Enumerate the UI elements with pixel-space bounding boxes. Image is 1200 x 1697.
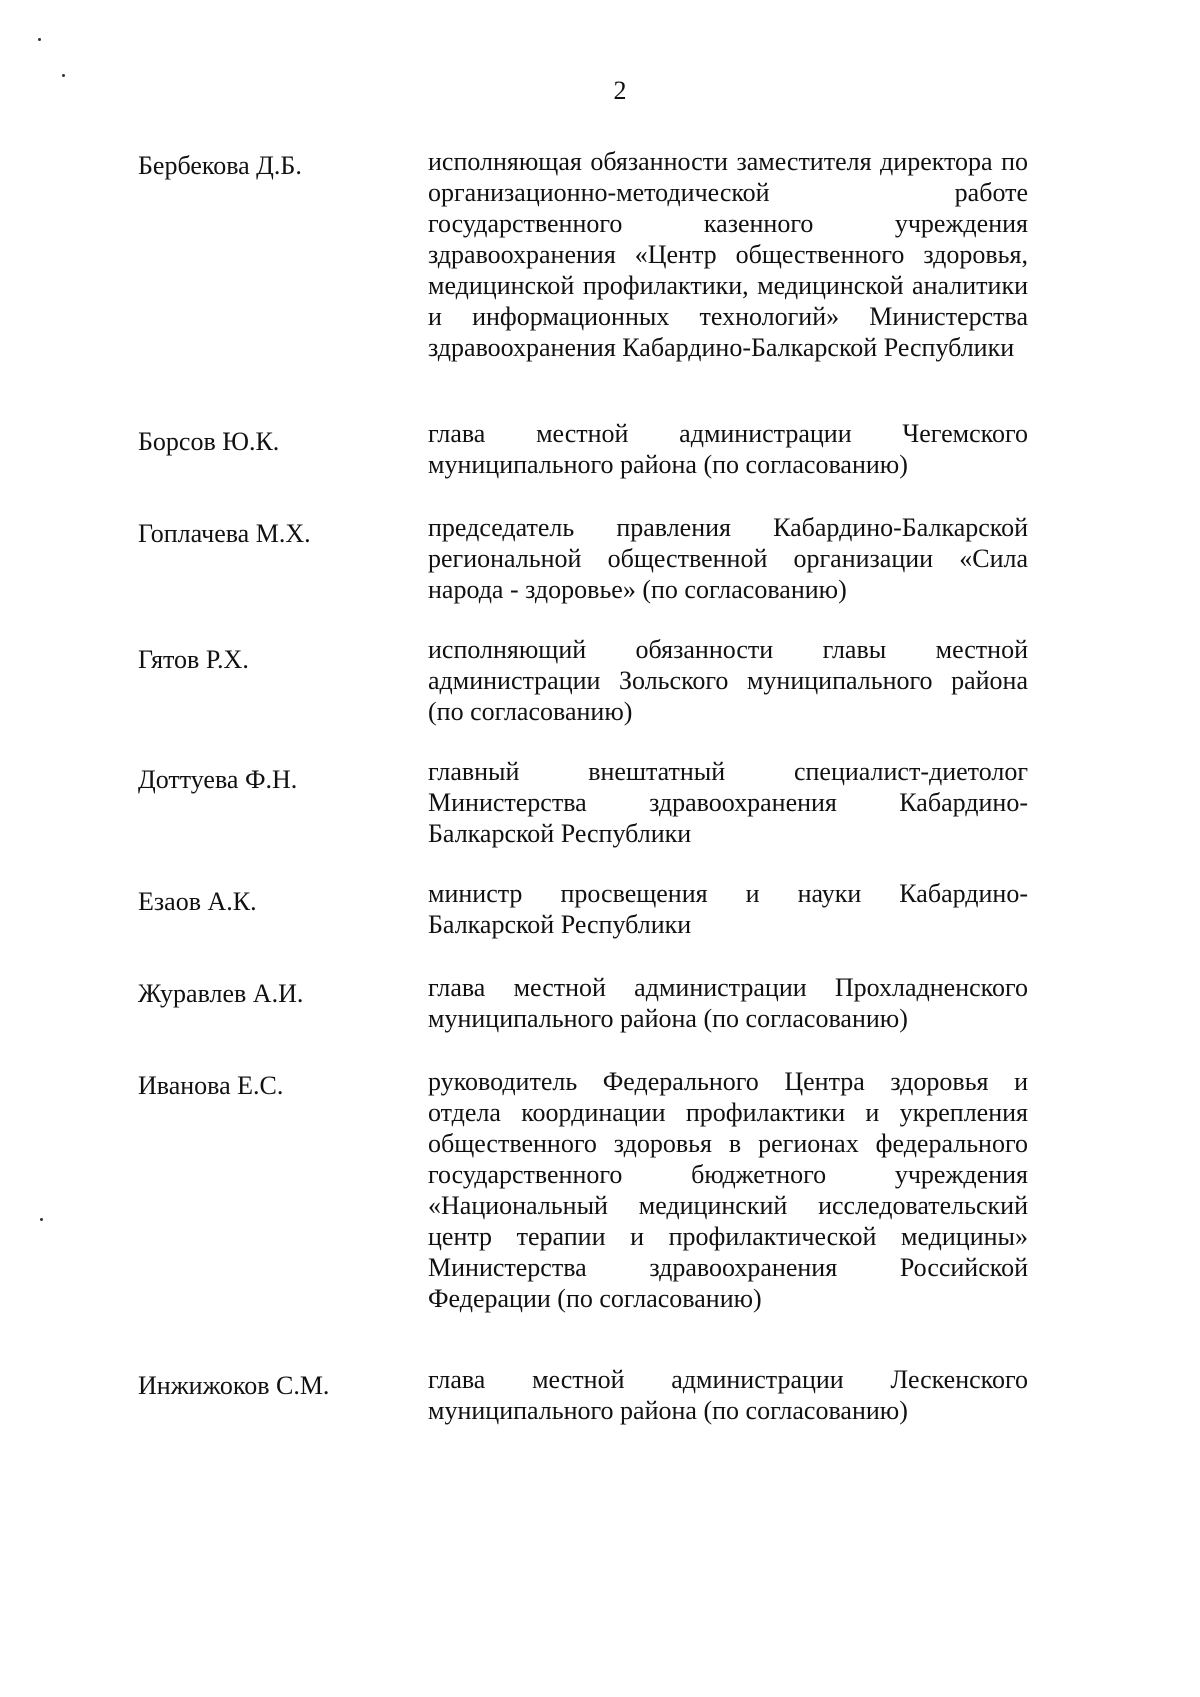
member-position: председатель правления Кабардино-Балкарской региональной общественной организации «Сила народа - здоровье» (по согласованию) [428,513,1028,604]
member-name: Инжижоков С.М. [138,1371,330,1400]
member-name: Бербекова Д.Б. [138,151,302,180]
member-position: глава местной администрации Лескенского муниципального района (по согласованию) [428,1365,1028,1425]
member-entry [0,418,1200,512]
member-name: Гоплачева М.Х. [138,519,311,548]
member-entry [0,634,1200,756]
member-name: Иванова Е.С. [138,1071,284,1100]
member-entry [0,972,1200,1066]
member-name: Борсов Ю.К. [138,427,280,456]
member-name: Гятов Р.Х. [138,645,249,674]
member-position: глава местной администрации Прохладненского муниципального района (по согласованию) [428,973,1028,1033]
member-position: исполняющая обязанности заместителя директора по организационно-методической работе государственного казенного учреждения здравоохранения «Центр общественного здоровья, медицинской профилактики, медицинской аналитики и информационных технологий» Министерства здравоохранения Кабардино-Балкарской Республики [428,147,1028,362]
member-position: глава местной администрации Чегемского муниципального района (по согласованию) [428,419,1028,479]
scan-speck [38,38,41,41]
member-entry [0,146,1200,418]
member-list [0,146,1200,1458]
member-position: министр просвещения и науки Кабардино-Балкарской Республики [428,879,1028,939]
member-position: исполняющий обязанности главы местной администрации Зольского муниципального района (по согласованию) [428,635,1028,726]
member-position: главный внештатный специалист-диетолог Министерства здравоохранения Кабардино-Балкарской Республики [428,757,1028,848]
member-name: Журавлев А.И. [138,979,304,1008]
member-name: Езаов А.К. [138,887,257,916]
member-entry [0,756,1200,878]
member-entry [0,512,1200,634]
member-entry [0,878,1200,972]
member-position: руководитель Федерального Центра здоровья и отдела координации профилактики и укрепления общественного здоровья в регионах федерального государственного бюджетного учреждения «Национальный медицинский исследовательский центр терапии и профилактической медицины» Министерства здравоохранения Российской Федерации (по согласованию) [428,1067,1028,1313]
member-entry [0,1364,1200,1458]
member-entry [0,1066,1200,1364]
page-number: 2 [613,76,627,105]
member-name: Доттуева Ф.Н. [138,765,298,794]
